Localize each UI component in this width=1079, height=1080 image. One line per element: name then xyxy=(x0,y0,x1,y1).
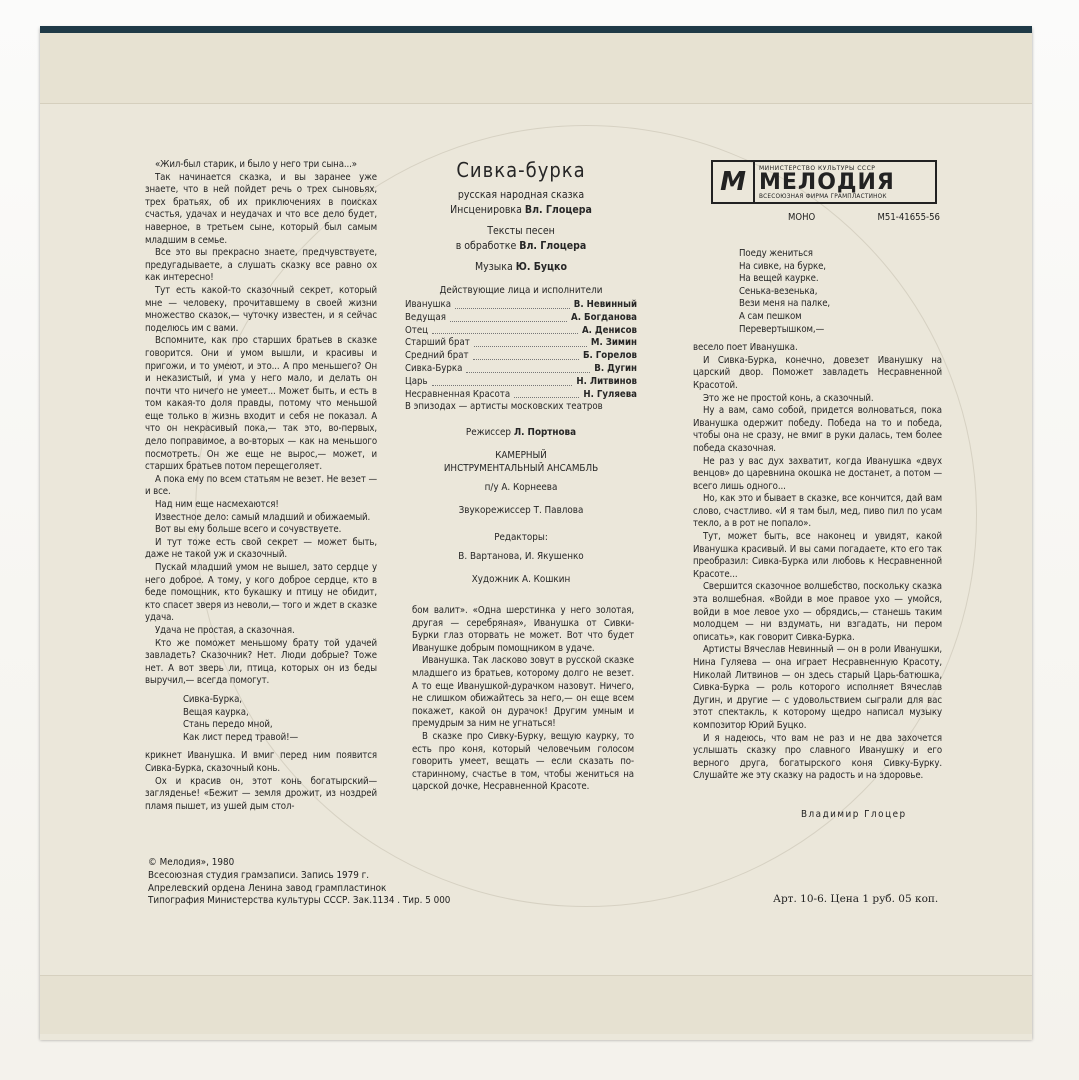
verse-line: Стань передо мной, xyxy=(183,719,273,731)
paragraph: Но, как это и бывает в сказке, все кончится, дай вам слово, счастливо. «И я там был, мед, пиво пил по усам текло, а в рот не попало». xyxy=(693,493,942,530)
imprint-line: © Мелодия», 1980 xyxy=(148,857,235,868)
paragraph: Это же не простой конь, а сказочный. xyxy=(703,392,874,404)
cast-row xyxy=(405,389,637,402)
sound-credit: Звукорежиссер Т. Павлова xyxy=(458,505,584,517)
paragraph: весело поет Иванушка. xyxy=(693,342,798,354)
paragraph: Тут есть какой-то сказочный секрет, который мне — человеку, прочитавшему в своей жизни множество сказок,— чуточку известен, и я сейчас поделюсь им с вами. xyxy=(145,284,377,334)
cast-extra: В эпизодах — артисты московских театров xyxy=(405,401,603,413)
paragraph: Ну а вам, само собой, придется волноваться, пока Иванушка одержит победу. Победа на то и победа, чтобы она не сразу, не вмиг в руки далась, тем более победа сказочная. xyxy=(693,405,942,454)
album-subtitle: русская народная сказка xyxy=(457,189,585,201)
paragraph: Известное дело: самый младший и обижаемый. xyxy=(155,511,371,523)
cast-leader-dots xyxy=(432,325,578,335)
credits-block xyxy=(405,158,637,586)
imprint-line: Типография Министерства культуры СССР. Зак.1134 . Тир. 5 000 xyxy=(148,895,451,907)
cast-leader-dots xyxy=(455,299,570,309)
paragraph: Над ним еще насмехаются! xyxy=(155,499,279,511)
verse-line: Поеду жениться xyxy=(739,248,813,259)
cast-role: Царь xyxy=(405,375,428,387)
cast-role: Несравненная Красота xyxy=(405,388,511,400)
cast-heading: Действующие лица и исполнители xyxy=(439,285,603,296)
melodiya-mark-icon: М xyxy=(713,162,755,202)
cast-row xyxy=(405,312,637,325)
cast-leader-dots xyxy=(473,350,579,360)
ensemble-lead: п/у А. Корнеева xyxy=(484,482,558,494)
cast-row xyxy=(405,325,637,338)
liner-notes-left-column xyxy=(145,159,377,813)
cast-row xyxy=(405,363,637,376)
music-credit: Музыка Ю. Буцко xyxy=(475,261,567,273)
cast-row xyxy=(405,376,637,389)
cast-actor: А. Денисов xyxy=(581,324,637,336)
editors-heading: Редакторы: xyxy=(494,532,548,544)
cast-row xyxy=(405,337,637,350)
catalog-mode: МОНО xyxy=(788,212,816,223)
cast-actor: А. Богданова xyxy=(571,311,637,323)
cast-leader-dots xyxy=(432,376,573,386)
author-signature: Владимир Глоцер xyxy=(801,809,907,820)
artist-credit: Художник А. Кошкин xyxy=(471,574,571,586)
paragraph: Не раз у вас дух захватит, когда Иванушка «двух венцов» до царевнина окошка не достанет, а потом — всего лишь одного... xyxy=(693,455,942,492)
price-label: Арт. 10-6. Цена 1 руб. 05 коп. xyxy=(773,893,939,905)
paragraph: А пока ему по всем статьям не везет. Не везет — и все. xyxy=(145,473,377,498)
paragraph: В сказке про Сивку-Бурку, вещую каурку, то есть про коня, который человечьим голосом говорить умеет, вещать — если сказать по-старинному, счастье в том, чтобы жениться на царской дочке, Несравненной Красоте. xyxy=(412,730,634,793)
cast-row xyxy=(405,350,637,363)
paragraph: бом валит». «Одна шерстинка у него золотая, другая — серебряная», Иванушка от Сивки-Бурки глаз оторвать не может. Вот что будет Иванушке добрым помощником в удаче. xyxy=(412,605,634,654)
songs-credit-line1: Тексты песен xyxy=(487,225,555,237)
cast-actor: М. Зимин xyxy=(590,337,637,349)
verse-line: На вещей каурке. xyxy=(739,273,819,285)
paragraph: Вспомните, как про старших братьев в сказке говорится. Они и умом вышли, и красивы и пригожи, и то умеют, и это... А про меньшего? Он и неказистый, и ума у него мало, и делать он почти что ничего не умеет... Может быть, и есть в том какая-то доля правды, потому что меньшой еще только в жизнь входит и себя не показал. А что он некрасивый пока,— так это, во-первых, дело поправимое, а во-вторых — как на меньшого посмотреть. Он же еще не вырос,— может, и старших братьев потом перещеголяет. xyxy=(145,335,377,473)
sleeve-bottom-flap xyxy=(40,975,1032,1034)
logo-firm: ВСЕСОЮЗНАЯ ФИРМА ГРАМПЛАСТИНОК xyxy=(759,193,887,200)
catalog-line xyxy=(788,212,940,223)
cast-leader-dots xyxy=(450,312,567,322)
verse-line: Сенька-везенька, xyxy=(739,285,818,297)
paragraph: И я надеюсь, что вам не раз и не два захочется услышать сказку про славного Иванушку и его верного друга, богатырского коня Сивку-Бурку. Слушайте же эту сказку на радость и на здоровье. xyxy=(693,732,942,782)
catalog-number: М51-41655-56 xyxy=(877,212,940,223)
imprint-line: Апрелевский ордена Ленина завод грампластинок xyxy=(148,882,387,894)
cast-leader-dots xyxy=(466,363,590,373)
paragraph: Ох и красив он, этот конь богатырский— загляденье! «Бежит — земля дрожит, из ноздрей пламя пышет, из ушей дым стол- xyxy=(145,775,377,812)
cast-role: Средний брат xyxy=(405,350,469,362)
verse xyxy=(183,694,377,744)
sleeve-top-flap xyxy=(40,33,1032,104)
liner-notes-middle-column xyxy=(412,605,634,794)
cast-list xyxy=(405,299,637,401)
sleeve-top-edge xyxy=(40,26,1032,33)
paragraph: И Сивка-Бурка, конечно, довезет Иванушку на царский двор. Поможет завладеть Несравненной Красотой. xyxy=(693,354,942,391)
cast-role: Иванушка xyxy=(405,299,451,310)
paragraph: «Жил-был старик, и было у него три сына...» xyxy=(155,159,357,170)
cast-row xyxy=(405,299,637,312)
logo-brand: МЕЛОДИЯ xyxy=(759,169,895,195)
paragraph: Кто же поможет меньшому брату той удачей завладеть? Сказочник? Нет. Люди добрые? Тоже нет. А вот зверь ли, птица, которых он из беды выручил,— всегда помогут. xyxy=(145,637,377,687)
verse-line: Сивка-Бурка, xyxy=(183,693,242,705)
verse-line: А сам пешком xyxy=(739,310,802,322)
paragraph: Так начинается сказка, и вы заранее уже знаете, что в ней пойдет речь о трех сыновьях, трех братьях, об их приключениях в поисках счастья, удачах и неудачах и что все дело будет, наверное, в третьем сыне, который был самым младшим в семье. xyxy=(145,171,377,246)
cast-actor: В. Дугин xyxy=(594,362,637,374)
paragraph: Свершится сказочное волшебство, поскольку сказка эта волшебная. «Войди в мое правое ухо — умойся, войди в мое левое ухо — обрядись,— станешь таким молодцем — ни вздумать, ни взгадать, ни пером описать», как говорит Сивка-Бурка. xyxy=(693,581,942,643)
staging-credit: Инсценировка Вл. Глоцера xyxy=(450,204,592,216)
paragraph: крикнет Иванушка. И вмиг перед ним появится Сивка-Бурка, сказочный конь. xyxy=(145,750,377,774)
director-credit: Режиссер Л. Портнова xyxy=(465,427,577,439)
paragraph: Артисты Вячеслав Невинный — он в роли Иванушки, Нина Гуляева — она играет Несравненную Красоту, Николай Литвинов — он здесь старый Царь-батюшка, Сивка-Бурка — роль которого исполняет Вячеслав Дугин, и другие — с удовольствием сыграли для вас этот спектакль, к которому щедро написал музыку композитор Юрий Буцко. xyxy=(693,644,942,731)
imprint-line: Всесоюзная студия грамзаписи. Запись 1979 г. xyxy=(148,869,370,881)
paragraph: Иванушка. Так ласково зовут в русской сказке младшего из братьев, которому долго не везет. А то еще Иванушкой-дурачком назовут. Ничего, не слишком обижайтесь за него,— он еще всем покажет, какой он дурачок! Другим умным и премудрым за ним не угнаться! xyxy=(412,655,634,730)
verse-line: Перевертышком,— xyxy=(739,323,825,335)
paragraph: И тут тоже есть свой секрет — может быть, даже не такой уж и сказочный. xyxy=(145,536,377,561)
cast-actor: Б. Горелов xyxy=(582,350,637,362)
verse-line: Как лист перед травой!— xyxy=(183,731,299,743)
ensemble-line1: КАМЕРНЫЙ xyxy=(495,450,547,462)
verse-line: На сивке, на бурке, xyxy=(739,260,826,272)
logo-ministry: МИНИСТЕРСТВО КУЛЬТУРЫ СССР xyxy=(759,164,876,172)
melodiya-logo xyxy=(711,160,937,204)
verse-line: Вещая каурка, xyxy=(183,706,249,718)
cast-actor: Н. Гуляева xyxy=(583,388,637,400)
cast-actor: В. Невинный xyxy=(573,299,637,310)
paragraph: Удача не простая, а сказочная. xyxy=(155,624,295,636)
cast-actor: Н. Литвинов xyxy=(576,375,637,387)
cast-leader-dots xyxy=(474,337,587,347)
liner-notes-right-column xyxy=(693,248,942,783)
verse-line: Вези меня на палке, xyxy=(739,298,831,310)
paragraph: Вот вы ему больше всего и сочувствуете. xyxy=(155,524,342,536)
cast-role: Старший брат xyxy=(405,337,470,349)
paragraph: Пускай младший умом не вышел, зато сердце у него доброе. А тому, у кого доброе сердце, кто в беде помощник, кто букашку и птицу не обидит, кто спасет зверя из неволи,— того и ждет в сказке удача. xyxy=(145,562,377,624)
ensemble-line2: ИНСТРУМЕНТАЛЬНЫЙ АНСАМБЛЬ xyxy=(443,463,599,475)
paragraph: Все это вы прекрасно знаете, предчувствуете, предугадываете, а слушать сказку все равно ох как интересно! xyxy=(145,247,377,284)
cast-role: Сивка-Бурка xyxy=(405,362,463,374)
cast-leader-dots xyxy=(514,389,579,399)
album-title: Сивка-бурка xyxy=(456,158,586,182)
cast-role: Отец xyxy=(405,324,429,336)
cast-role: Ведущая xyxy=(405,311,446,323)
editors-names: В. Вартанова, И. Якушенко xyxy=(458,551,584,563)
imprint-block xyxy=(148,857,450,908)
songs-credit-line2: в обработке Вл. Глоцера xyxy=(455,240,587,252)
verse xyxy=(739,248,942,336)
paragraph: Тут, может быть, все наконец и увидят, какой Иванушка красивый. И вы сами погадаете, кто его так преобразил: Сивка-Бурка или любовь к Несравненной Красоте... xyxy=(693,531,942,580)
